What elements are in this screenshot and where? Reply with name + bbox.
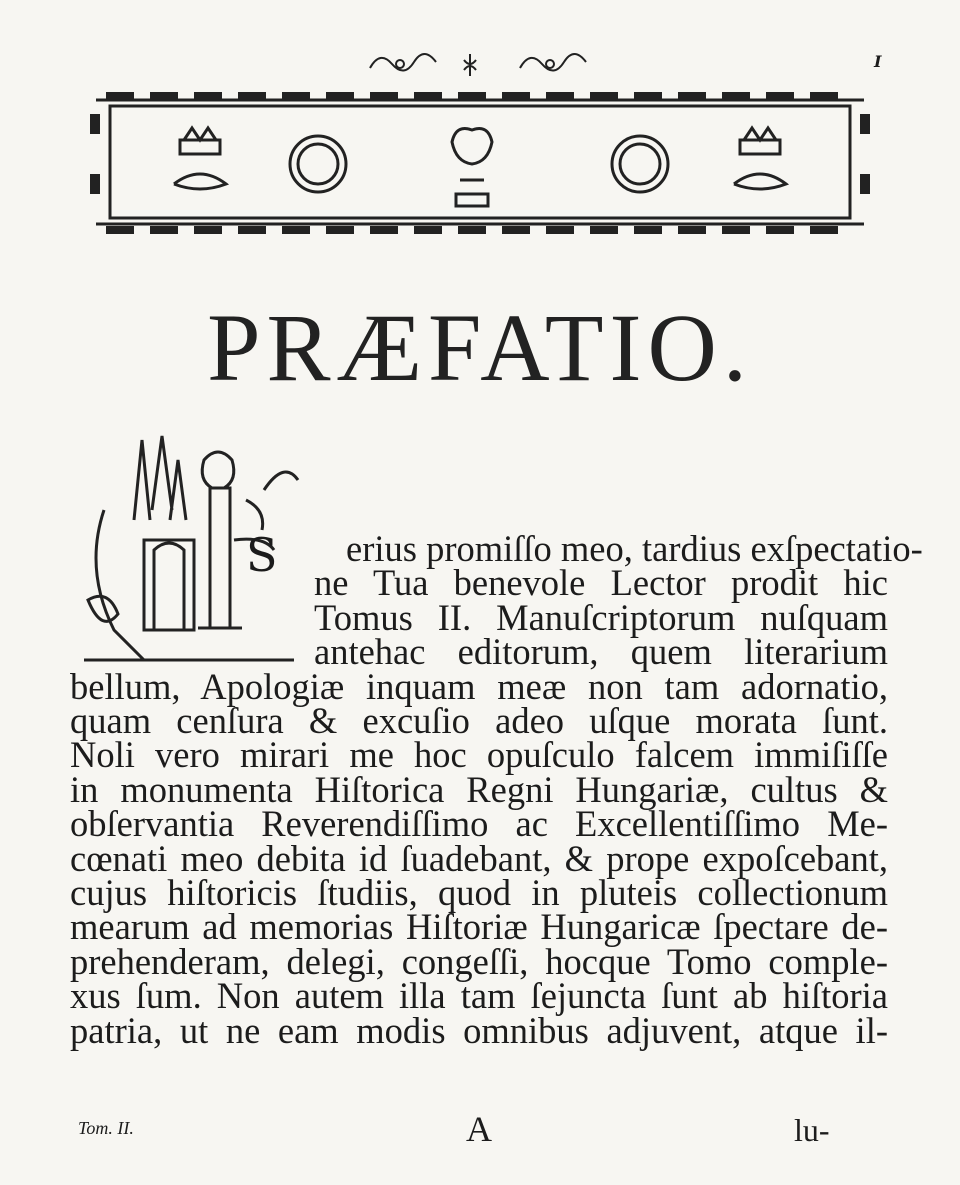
text-line: erius promiſſo meo, tardius exſpectatio- — [346, 528, 923, 569]
page-corner-mark: I — [874, 52, 882, 71]
text-line: bellum, Apologiæ inquam meæ non tam adornatio, — [70, 665, 888, 707]
text-line: patria, ut ne eam modis omnibus adjuvent, atque il- — [70, 1009, 888, 1051]
text-line: ne Tua benevole Lector prodit hic — [314, 562, 888, 604]
text-line: in monumenta Hiſtorica Regni Hungariæ, cultus & — [70, 768, 888, 810]
page-footer — [0, 1108, 960, 1148]
text-line: prehenderam, delegi, congeſſi, hocque Tomo comple- — [70, 940, 888, 982]
text-line: antehac editorum, quem literarium — [314, 631, 888, 673]
text-line: obſervantia Reverendiſſimo ac Excellentiſſimo Me- — [70, 803, 888, 845]
page-title: PRÆFATIO. — [207, 294, 753, 401]
decorative-headpiece — [88, 84, 872, 244]
top-fleuron-ornament — [360, 44, 610, 84]
text-line: Noli vero mirari me hoc opuſculo falcem immiſiſſe — [70, 734, 888, 776]
gathering-signature: A — [466, 1109, 492, 1149]
text-line: cœnati meo debita id ſuadebant, & prope expoſcebant, — [70, 837, 888, 879]
text-line: cujus hiſtoricis ſtudiis, quod in pluteis collectionum — [70, 872, 888, 914]
catchword: lu- — [794, 1112, 830, 1148]
drop-initial: S — [246, 528, 278, 582]
text-line: mearum ad memorias Hiſtoriæ Hungaricæ ſpectare de- — [70, 906, 888, 948]
text-line: xus ſum. Non autem illa tam ſejuncta ſunt ab hiſtoria — [70, 975, 888, 1017]
preface-body — [70, 528, 923, 1051]
volume-signature: Tom. II. — [78, 1118, 134, 1138]
text-line: quam cenſura & excuſio adeo uſque morata ſunt. — [70, 700, 888, 742]
text-line: Tomus II. Manuſcriptorum nuſquam — [314, 596, 888, 638]
